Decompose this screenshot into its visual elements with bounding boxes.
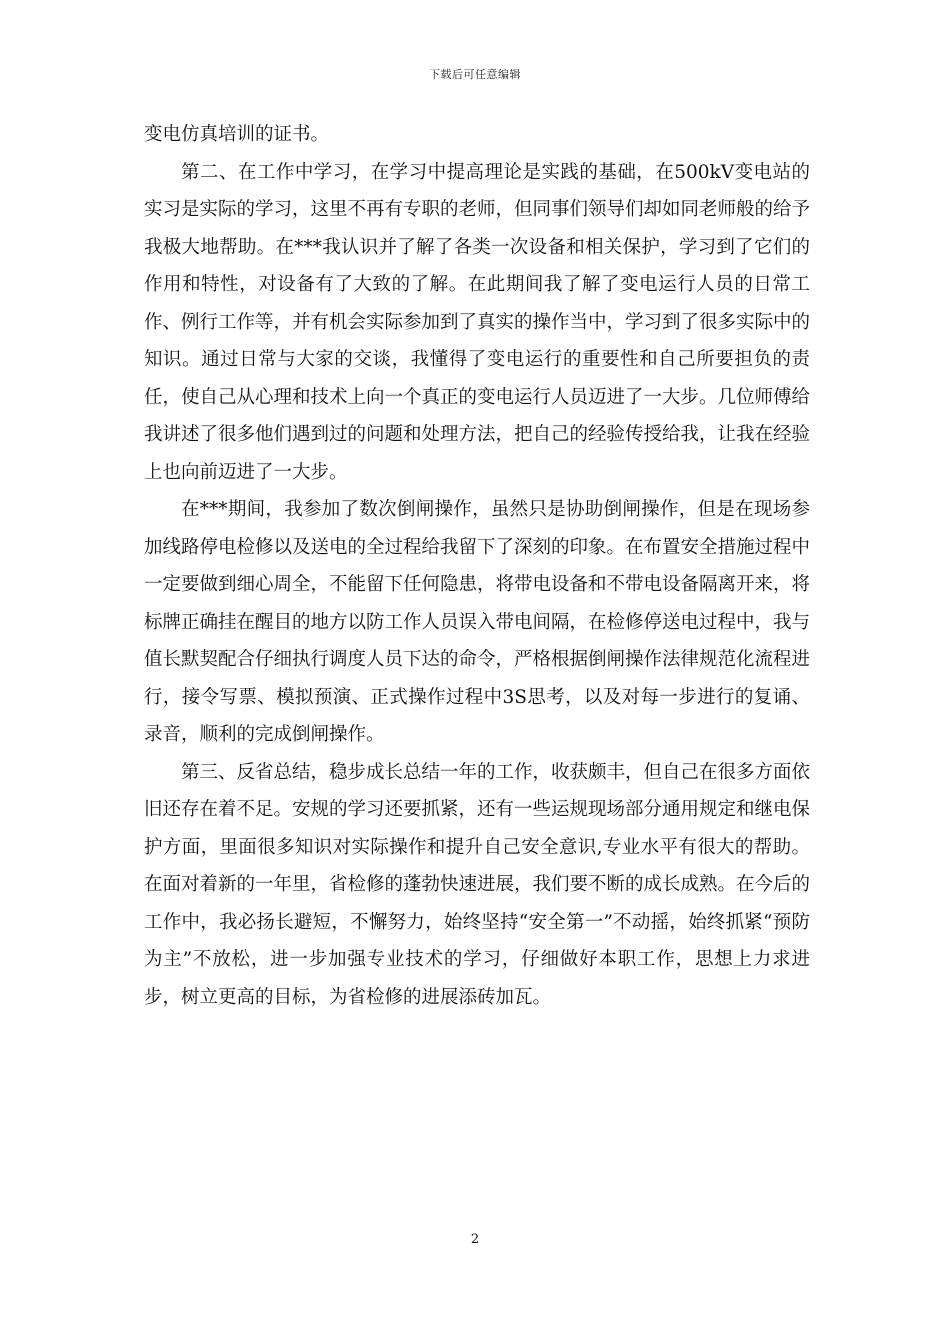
- page-header: 下载后可任意编辑: [429, 68, 521, 81]
- paragraph-third-point: 第三、反省总结，稳步成长总结一年的工作，收获颇丰，但自己在很多方面依旧还存在着不足。安规的学习还要抓紧，还有一些运规现场部分通用规定和继电保护方面，里面很多知识对实际操作和提升自己安全意识,专业水平有很大的帮助。在面对着新的一年里，省检修的蓬勃快速进展，我们要不断的成长成熟。在今后的工作中，我必扬长避短，不懈努力，始终坚持“安全第一”不动摇，始终抓紧“预防为主”不放松，进一步加强专业技术的学习，仔细做好本职工作，思想上力求进步，树立更高的目标，为省检修的进展添砖加瓦。: [144, 761, 811, 1008]
- page-number: 2: [470, 1232, 480, 1247]
- document-body: [144, 116, 810, 1016]
- paragraph-switching-operation: 在***期间，我参加了数次倒闸操作，虽然只是协助倒闸操作，但是在现场参加线路停电检修以及送电的全过程给我留下了深刻的印象。在布置安全措施过程中一定要做到细心周全，不能留下任何隐患，将带电设备和不带电设备隔离开来，将标牌正确挂在醒目的地方以防工作人员误入带电间隔，在检修停送电过程中，我与值长默契配合仔细执行调度人员下达的命令，严格根据倒闸操作法律规范化流程进行，接令写票、模拟预演、正式操作过程中3S思考，以及对每一步进行的复诵、录音，顺利的完成倒闸操作。: [144, 499, 811, 745]
- paragraph-second-point: 第二、在工作中学习，在学习中提高理论是实践的基础，在500kV变电站的实习是实际的学习，这里不再有专职的老师，但同事们领导们却如同老师般的给予我极大地帮助。在***我认识并了解了各类一次设备和相关保护，学习到了它们的作用和特性，对设备有了大致的了解。在此期间我了解了变电运行人员的日常工作、例行工作等，并有机会实际参加到了真实的操作当中，学习到了很多实际中的知识。通过日常与大家的交谈，我懂得了变电运行的重要性和自己所要担负的责任，使自己从心理和技术上向一个真正的变电运行人员迈进了一大步。几位师傅给我讲述了很多他们遇到过的问题和处理方法，把自己的经验传授给我，让我在经验上也向前迈进了一大步。: [144, 161, 811, 483]
- paragraph-continuation: 变电仿真培训的证书。: [144, 124, 330, 145]
